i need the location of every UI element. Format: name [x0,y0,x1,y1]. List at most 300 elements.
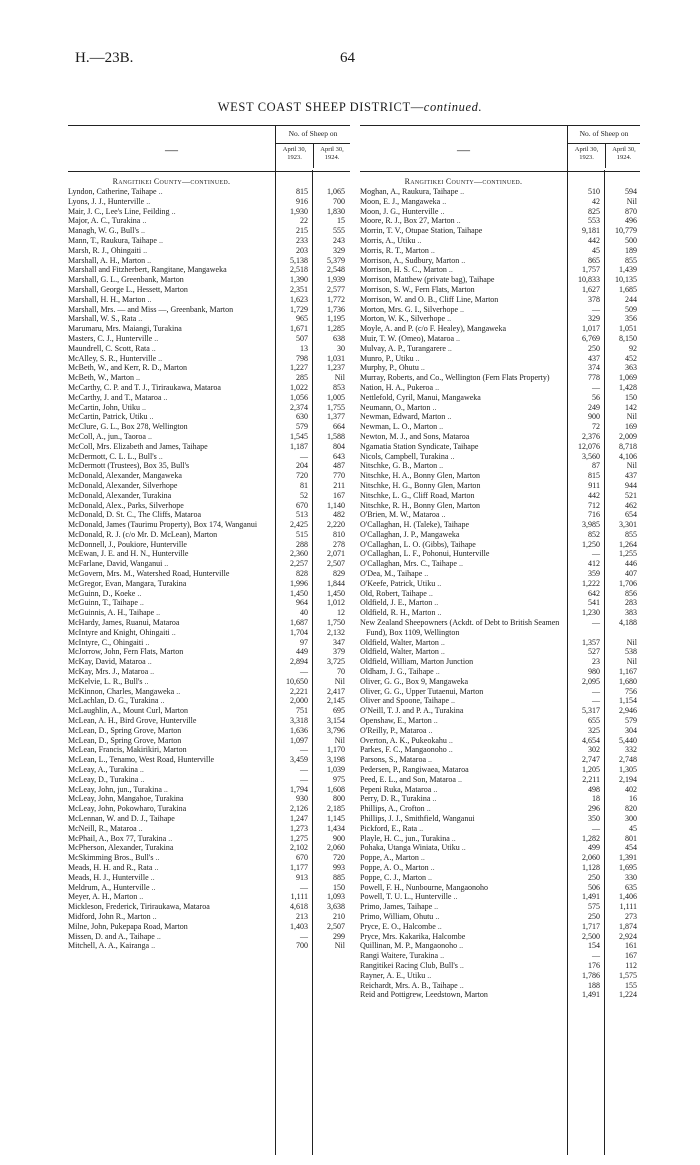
sheep-1924: Nil [334,735,345,745]
owner-name [68,569,269,579]
leader-dots: .. [437,608,442,618]
sheep-1924: 379 [333,647,345,657]
leader-dots: .. [142,402,146,412]
sheep-1923: — [300,745,308,755]
sheep-1923: — [300,774,308,784]
owner-name [360,608,561,618]
table-row [360,677,640,687]
leader-dots: .. [461,255,466,265]
table-row [360,618,640,638]
owner-name [68,236,269,246]
leader-dots: .. [164,559,169,569]
owner-name [68,892,269,902]
owner-name-text: Pickford, E., Rata [360,823,418,833]
table-row [360,187,640,197]
col-1924-year: 1924. [324,154,340,161]
sheep-1924: 5,440 [619,735,637,745]
leader-dots: .. [432,794,437,804]
owner-name [68,354,269,364]
sheep-1924: 2,577 [327,284,345,294]
sheep-1924: 347 [333,637,345,647]
sheep-1923: 40 [300,608,308,618]
leader-dots: .. [440,637,445,647]
leader-dots: .. [139,598,144,608]
col-1923-header [276,146,313,162]
sheep-1924: 801 [625,833,637,843]
owner-name [360,765,561,775]
owner-name [360,510,561,520]
table-header [360,125,640,172]
table-row [360,226,640,236]
owner-name [68,589,269,599]
owner-name-text: McDermott (Trustees), Box 35, Bull's [68,461,190,471]
table-row [360,706,640,716]
sheep-1923: — [592,382,600,392]
leader-dots: .. [457,774,462,784]
sheep-1924: 1,305 [619,765,637,775]
owner-name-text: Murphy, P., Ohutu [360,363,419,373]
owner-name [68,403,269,413]
sheep-1924: 500 [625,235,637,245]
leader-dots: .. [138,314,143,324]
owner-name [360,971,561,981]
leader-dots: .. [451,833,456,843]
owner-name-text: Oliver and Spoone, Taihape [360,696,450,706]
owner-name [68,226,269,236]
leader-dots: .. [435,382,440,392]
owner-name-text: Newman, L. O., Marton [360,422,438,432]
sheep-1923: 359 [588,569,600,579]
table-row [360,295,640,305]
owner-name [360,207,561,217]
leader-dots: .. [420,853,425,863]
sheep-1924: 437 [625,471,637,481]
col-1923-year: 1923. [579,154,594,161]
owner-name-text: Nitschke, H. G., Bonny Glen, Marton [360,480,481,490]
table-row [68,794,350,804]
sheep-1924: 452 [625,353,637,363]
sheep-1924: 70 [337,667,345,677]
leader-dots: .. [158,187,163,196]
table-row [360,422,640,432]
leader-dots: .. [168,833,173,843]
owner-name [360,569,561,579]
leader-dots: .. [152,911,157,921]
table-row [360,275,640,285]
owner-name [68,677,269,687]
sheep-1924: 1,608 [327,784,345,794]
owner-name-text: McDonald, Alex., Parks, Silverhope [68,500,184,510]
sheep-1924: 993 [333,862,345,872]
sheep-1924: 2,132 [327,627,345,637]
owner-name-text: Meldrum, A., Hunterville [68,882,150,892]
owner-name-text: Openshaw, E., Marton [360,716,432,726]
sheep-1923: 329 [588,314,600,324]
leader-dots: .. [176,686,181,696]
owner-name [68,647,269,657]
owner-name-text: Muir, T. W. (Omeo), Mataroa [360,333,455,343]
page-title [0,100,700,115]
owner-name-text: McHardy, James, Ruanui, Mataroa [68,618,180,628]
sheep-1923: 1,491 [582,892,600,902]
table-row [68,265,350,275]
sheep-1923: 1,545 [290,431,308,441]
sheep-1924: 555 [333,226,345,236]
leader-dots: .. [145,637,150,647]
owner-name [360,275,561,285]
owner-name-text: Moyle, A. and P. (c/o F. Healey), Mangaweka [360,324,506,334]
owner-name [68,324,269,334]
owner-name [68,863,269,873]
owner-name-text: Major, A. C., Turakina [68,216,141,226]
leader-dots: .. [434,598,439,608]
sheep-1924: 167 [625,951,637,961]
sheep-1923: 203 [296,245,308,255]
table-row [68,687,350,697]
table-row [68,647,350,657]
owner-name-text: Neumann, O., Marton [360,402,431,412]
sheep-1923: 911 [588,480,600,490]
sheep-1923: 97 [300,637,308,647]
leader-dots: .. [441,510,446,520]
table-row [68,471,350,481]
sheep-1924: 1,755 [327,402,345,412]
table-row [68,442,350,452]
table-row [68,755,350,765]
sheep-1923: 2,095 [582,676,600,686]
owner-name [360,226,561,236]
leader-dots: .. [459,960,464,970]
leader-dots: .. [415,353,420,363]
owner-name-text: Powell, F. H., Nunbourne, Mangaonoho [360,882,489,892]
table-row [360,667,640,677]
table-row [360,716,640,726]
sheep-1924: Nil [334,373,345,383]
table-row [360,549,640,559]
owner-name-text: McLachlan, D. G., Turakina [68,696,159,706]
sheep-1924: 2,507 [327,921,345,931]
sheep-1924: 8,150 [619,333,637,343]
owner-name-text: McCartin, John, Utiku [68,402,140,412]
table-row [68,677,350,687]
owner-name-text: Old, Robert, Taihape [360,588,427,598]
sheep-1924: 1,685 [619,284,637,294]
leader-dots: .. [137,588,142,598]
table-row [360,540,640,550]
table-row [360,794,640,804]
owner-name-text: Perry, D. R., Turakina [360,794,431,804]
sheep-1923: 1,187 [290,441,308,451]
owner-name-text: McDonald, James (Taurimu Property), Box 174, Wanganui [68,520,258,530]
sheep-1924: Nil [626,196,637,206]
leader-dots: .. [447,343,452,353]
owner-name-text: Morrison, W. and O. B., Cliff Line, Marton [360,294,499,304]
sheep-1924: 1,065 [327,187,345,196]
sheep-1923: 720 [296,471,308,481]
owner-name-text: Morrin, T. V., Otupae Station, Taihape [360,226,483,236]
sheep-1924: 150 [333,882,345,892]
sheep-1923: 980 [588,667,600,677]
table-row [360,432,640,442]
table-row [360,246,640,256]
owner-name-text: Lyndon, Catherine, Taihape [68,187,157,196]
sheep-1924: 2,924 [619,931,637,941]
table-row [68,275,350,285]
sheep-1924: Nil [626,461,637,471]
sheep-1923: 1,627 [582,284,600,294]
leader-dots: .. [435,911,440,921]
sheep-1924: 142 [625,402,637,412]
sheep-1923: 2,894 [290,657,308,667]
table-row [68,461,350,471]
sheep-1924: 1,706 [619,578,637,588]
owner-name [360,677,561,687]
sheep-1923: 828 [296,569,308,579]
sheep-1924: 300 [625,814,637,823]
owner-name [360,824,561,834]
sheep-1923: 1,056 [290,392,308,402]
owner-name-text: McLean, D., Spring Grove, Marton [68,725,182,735]
owner-name [360,549,561,559]
owner-name-text: McPhail, A., Box 77, Turakina [68,833,167,843]
owner-name [68,559,269,569]
sheep-1923: 378 [588,294,600,304]
sheep-1923: 325 [588,725,600,735]
sheep-1923: 4,618 [290,902,308,912]
sheep-1924: 800 [333,794,345,804]
sheep-1924: 383 [625,608,637,618]
section-heading: Rangitikei County—continued. [404,177,523,186]
sheep-1923: 716 [588,510,600,520]
leader-dots: .. [451,696,456,706]
table-row [360,726,640,736]
table-row [360,863,640,873]
owner-name [360,491,561,501]
sheep-1924: 579 [625,716,637,726]
sheep-1923: 670 [296,853,308,863]
sheep-1924: 462 [625,500,637,510]
table-row [360,638,640,648]
owner-name-text: McGregor, Evan, Mangara, Turakina [68,578,187,588]
table-row [360,687,640,697]
sheep-1923: 1,390 [290,275,308,285]
table-row [360,608,640,618]
sheep-1923: — [300,451,308,461]
sheep-1924: 1,031 [327,353,345,363]
sheep-1923: 213 [296,911,308,921]
left-column-table [68,125,350,1165]
sheep-1924: 870 [625,206,637,216]
owner-name-text: Missen, D. and A., Taihape [68,931,155,941]
sheep-1924: 244 [625,294,637,304]
table-row [68,804,350,814]
sheep-1923: 45 [592,245,600,255]
leader-dots: .. [459,980,464,990]
owner-name [68,765,269,775]
owner-name [360,892,561,902]
owner-name-text: Morton, W. K., Silverhope [360,314,446,324]
table-row [68,491,350,501]
owner-name [68,256,269,266]
owner-name [360,687,561,697]
table-row [360,412,640,422]
sheep-1924: 1,224 [619,990,637,1000]
owner-name [360,481,561,491]
sheep-1924: 332 [625,745,637,755]
table-row [360,236,640,246]
owner-name-text: Morton, Mrs. G. I., Silverhope [360,304,458,314]
owner-name-text: McIntyre, C., Ohingaiti [68,637,144,647]
table-row [68,863,350,873]
table-row [68,696,350,706]
sheep-1924: 1,428 [619,382,637,392]
sheep-1923: 1,794 [290,784,308,794]
sheep-1923: — [300,765,308,775]
owner-name [360,412,561,422]
leader-dots: .. [426,804,431,814]
owner-name-text: McAlley, S. R., Hunterville [68,353,157,363]
owner-name [360,863,561,873]
table-row [360,354,640,364]
owner-name [360,716,561,726]
leader-dots: .. [144,676,149,686]
table-row [360,197,640,207]
table-row [68,902,350,912]
sheep-1923: 642 [588,588,600,598]
table-row [68,530,350,540]
owner-name [68,422,269,432]
table-row [360,824,640,834]
sheep-1923: 1,128 [582,862,600,872]
owner-name [68,745,269,755]
sheep-1923: 1,017 [582,324,600,334]
sheep-1923: 2,257 [290,559,308,569]
owner-name-text: Oldfield, William, Marton Junction [360,657,474,667]
owner-name [68,785,269,795]
owner-name-text: Moon, E. J., Mangaweka [360,196,441,206]
sheep-1923: 1,250 [582,539,600,549]
sheep-1923: — [300,882,308,892]
sheep-1924: 2,009 [619,431,637,441]
sheep-1924: 2,417 [327,686,345,696]
sheep-1924: 944 [625,480,637,490]
sheep-1924: 243 [333,235,345,245]
owner-name [68,393,269,403]
sheep-1923: 2,747 [582,755,600,765]
sheep-1923: 23 [592,657,600,667]
owner-name [68,804,269,814]
leader-dots: .. [146,196,151,206]
owner-name [360,540,561,550]
table-row [68,824,350,834]
owner-name [68,491,269,501]
sheep-1923: 1,403 [290,921,308,931]
owner-name [360,804,561,814]
owner-name [360,745,561,755]
sheep-1924: 643 [333,451,345,461]
owner-name [68,824,269,834]
owner-name-text: Milne, John, Pukepapa Road, Marton [68,921,188,931]
owner-name-text: McDermott, C. L. L., Bull's [68,451,157,461]
table-row [360,941,640,951]
leader-dots: .. [158,235,163,245]
sheep-1923: 250 [588,911,600,921]
sheep-1924: 975 [333,774,345,784]
owner-name [68,383,269,393]
owner-name-text: Reichardt, Mrs. A. B., Taihape [360,980,458,990]
sheep-1924: 4,188 [619,618,637,628]
owner-name-text: McEwan, J. E. and H. N., Hunterville [68,549,189,559]
sheep-1923: 1,623 [290,294,308,304]
table-row [360,393,640,403]
owner-name-text: Poppe, A. O., Marton [360,862,429,872]
owner-name-text: McBeth, W., and Kerr, R. D., Marton [68,363,187,373]
owner-name-text: Meads, H. J., Hunterville [68,872,149,882]
table-row [360,569,640,579]
sheep-1924: 1,772 [327,294,345,304]
owner-name-text: Ngamatia Station Syndicate, Taihape [360,441,479,451]
owner-name-text: McKay, David, Mataroa [68,657,146,667]
sheep-1924: 356 [625,314,637,324]
sheep-1923: 1,230 [582,608,600,618]
leader-dots: .. [424,569,429,579]
leader-dots: .. [448,745,453,755]
owner-name-text: Maundrell, C. Scott, Rata [68,343,150,353]
table-row [68,785,350,795]
owner-name-text: Moon, J. G., Hunterville [360,206,439,216]
sheep-1923: 510 [588,187,600,196]
owner-name-text: Marsh, R. J., Ohingaiti [68,245,142,255]
owner-name-text: New Zealand Sheepowners (Ackdt. of Debt to British Seamen Fund), Box 1109, Wellington [360,618,560,637]
owner-name-text: McDonald, Alexander, Turakina [68,490,172,500]
sheep-1923: 350 [588,814,600,823]
sheep-1924: 1,154 [619,696,637,706]
sheep-1924: 855 [625,255,637,265]
owner-name [360,912,561,922]
sheep-1924: 1,874 [619,921,637,931]
table-row [68,403,350,413]
sheep-1924: Nil [334,941,345,951]
table-row [68,638,350,648]
table-row [68,745,350,755]
col-1923-header [568,146,605,162]
sheep-1923: 825 [588,206,600,216]
owner-name [68,265,269,275]
table-row [68,922,350,932]
owner-name-text: Midford, John R., Marton [68,911,151,921]
table-row [360,951,640,961]
owner-name-text: McDonald, Alexander, Silverhope [68,480,178,490]
sheep-1923: 2,126 [290,804,308,814]
leader-dots: .. [419,823,424,833]
table-row [360,892,640,902]
owner-name-text: Oldfield, Walter, Marton [360,647,439,657]
owner-name [68,726,269,736]
sheep-1924: 2,185 [327,804,345,814]
sheep-1923: — [592,951,600,961]
sheep-1923: — [300,667,308,677]
owner-name [68,187,269,197]
owner-name [68,412,269,422]
sheep-1924: 538 [625,647,637,657]
table-row [360,804,640,814]
owner-name [360,236,561,246]
table-row [360,834,640,844]
leader-dots: .. [136,373,140,383]
leader-dots: .. [447,314,452,324]
owner-name-text: Marshall, George L., Hessett, Marton [68,284,188,294]
leader-dots: .. [427,970,432,980]
